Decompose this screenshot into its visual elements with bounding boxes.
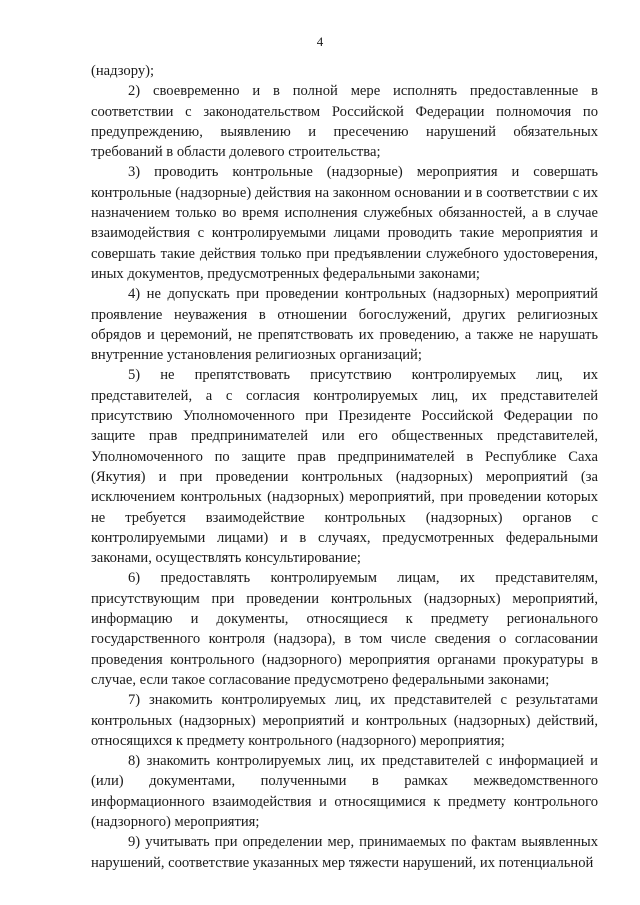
paragraph-item-3: 3) проводить контрольные (надзорные) мероприятия и совершать контрольные (надзорные) действия на законном основании и в соответствии с их назначением только во время исполнения служебных обязанностей, а в случае взаимодействия с контролируемыми лицами проводить такие мероприятия и совершать такие действия только при предъявлении служебного удостоверения, иных документов, предусмотренных федеральными законами; — [91, 164, 598, 282]
document-body — [91, 61, 598, 873]
paragraph-item-8: 8) знакомить контролируемых лиц, их представителей с информацией и (или) документами, полученными в рамках межведомственного информационного взаимодействия и относящимися к предмету контрольного (надзорного) мероприятия; — [91, 753, 598, 830]
paragraph-item-4: 4) не допускать при проведении контрольных (надзорных) мероприятий проявление неуважения в отношении богослужений, других религиозных обрядов и церемоний, не препятствовать их проведению, а также не нарушать внутренние установления религиозных организаций; — [91, 286, 598, 364]
paragraph-item-9: 9) учитывать при определении мер, принимаемых по фактам выявленных нарушений, соответствие указанных мер тяжести нарушений, их потенциальной — [91, 834, 598, 871]
paragraph-item-7: 7) знакомить контролируемых лиц, их представителей с результатами контрольных (надзорных) мероприятий и контрольных (надзорных) действий, относящихся к предмету контрольного (надзорного) мероприятия; — [91, 692, 598, 749]
page-number: 4 — [316, 34, 324, 49]
paragraph-continuation: (надзору); — [91, 63, 155, 79]
paragraph-item-2: 2) своевременно и в полной мере исполнять предоставленные в соответствии с законодательством Российской Федерации полномочия по предупреждению, выявлению и пресечению нарушений обязательных требований в области долевого строительства; — [91, 83, 598, 161]
paragraph-item-6: 6) предоставлять контролируемым лицам, их представителям, присутствующим при проведении контрольных (надзорных) мероприятий, информацию и документы, относящиеся к предмету регионального государственного контроля (надзора), в том числе сведения о согласовании проведения контрольного (надзорного) мероприятия органами прокуратуры в случае, если такое согласование предусмотрено федеральными законами; — [91, 570, 598, 688]
paragraph-item-5: 5) не препятствовать присутствию контролируемых лиц, их представителей, а с согласия контролируемых лиц, их представителей присутствию Уполномоченного при Президенте Российской Федерации по защите прав предпринимателей или его общественных представителей, Уполномоченного по защите прав предпринимателей в Республике Саха (Якутия) и при проведении контрольных (надзорных) мероприятий (за исключением контрольных (надзорных) мероприятий, при проведении которых не требуется взаимодействие контрольных (надзорных) органов с контролируемыми лицами) и в случаях, предусмотренных федеральными законами, осуществлять консультирование; — [91, 367, 598, 567]
